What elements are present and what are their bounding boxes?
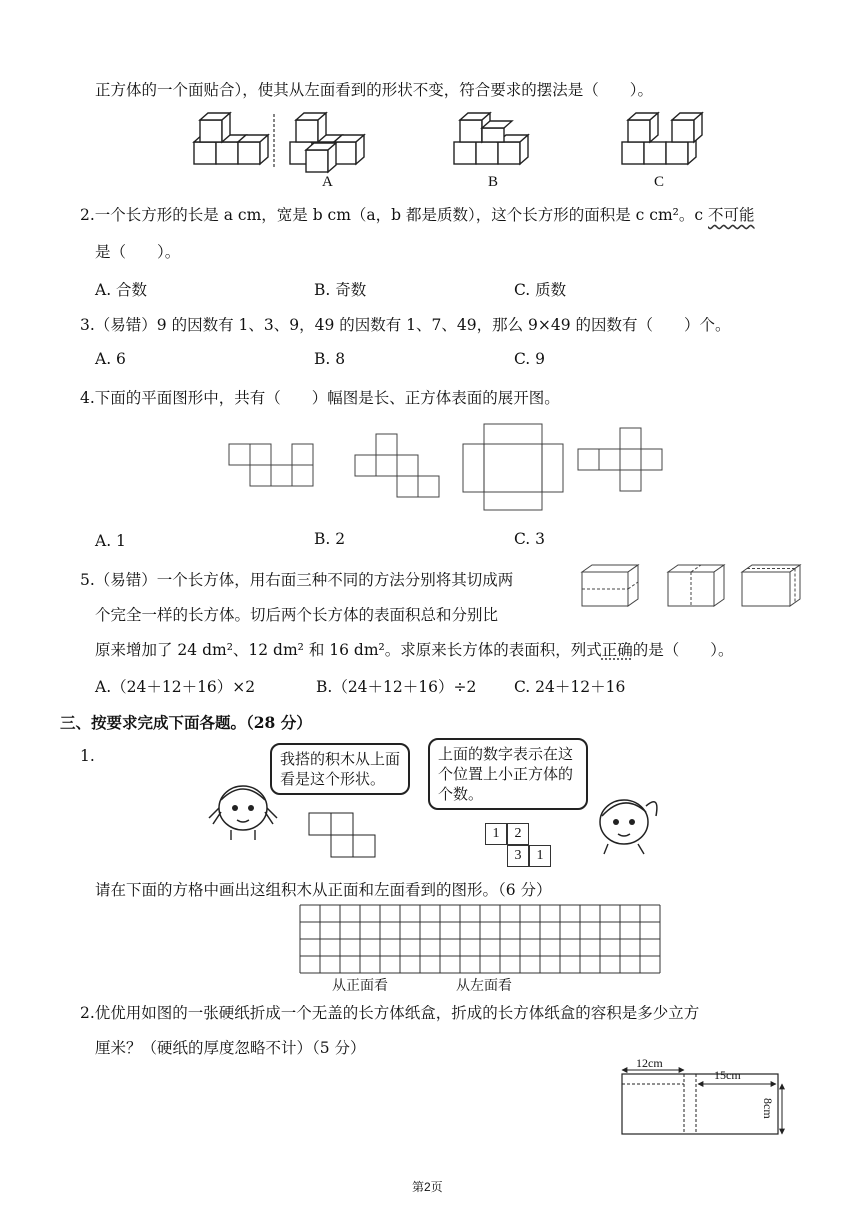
count-cell: 1 [529,845,551,867]
section3-title: 三、按要求完成下面各题。（28 分） [60,713,312,732]
q2-text-main: 2.一个长方形的长是 a cm，宽是 b cm（a，b 都是质数），这个长方形的面积是 c cm²。c [80,206,708,224]
speech-bubble-left: 我搭的积木从上面看是这个形状。 [270,743,410,795]
q3-option-b: B. 8 [314,350,346,368]
drawing-grid[interactable] [300,905,660,979]
q5-line3 [95,640,734,660]
q1-original-figure [194,113,268,164]
q1-label-b: B [488,174,499,190]
q1-cube-figures [0,112,860,192]
q4-net-figures [0,424,860,524]
q5-cuboid-3 [742,565,800,606]
girl-left-illustration [205,778,285,858]
count-cell: 1 [485,823,507,845]
q2-text-line2: 是（ ）。 [95,243,181,261]
q5-line2: 个完全一样的长方体。切后两个长方体的表面积总和分别比 [95,606,499,624]
grid-label-front: 从正面看 [332,978,388,994]
q1-figure-b [454,113,528,164]
section3-p1-number: 1. [80,747,95,765]
q5-option-b: B.（24＋12＋16）÷2 [316,678,477,696]
q4-net-4 [578,428,662,491]
q5-line3-a: 原来增加了 24 dm²、12 dm² 和 16 dm²。求原来长方体的表面积，列式 [95,641,602,659]
page-number: 第2页 [412,1180,443,1194]
grid-label-left: 从左面看 [456,978,512,994]
q1-label-c: C [654,174,665,190]
q4-option-b: B. 2 [314,530,346,548]
q1-text: 正方体的一个面贴合），使其从左面看到的形状不变，符合要求的摆法是（ ）。 [95,81,654,99]
section3-instruction: 请在下面的方格中画出这组积木从正面和左面看到的图形。（6 分） [95,881,552,899]
q2-emphasis: 不可能 [708,206,755,224]
q4-net-3 [463,424,563,510]
dim-15cm: 15cm [714,1068,741,1082]
q1-figure-c [622,113,702,164]
dim-12cm: 12cm [636,1056,663,1070]
q5-cuboids [0,562,860,622]
top-view-shape [308,812,388,872]
q2-text [80,205,755,225]
q2-option-b: B. 奇数 [314,281,367,299]
q5-line3-b: 的是（ ）。 [632,641,734,659]
q3-text: 3.（易错）9 的因数有 1、3、9，49 的因数有 1、7、49，那么 9×49 的因数有（ ）个。 [80,316,731,334]
q4-net-1 [229,444,313,486]
dim-8cm: 8cm [761,1098,775,1119]
q2-option-c: C. 质数 [514,281,567,299]
q4-net-2 [355,434,439,497]
q1-label-a: A [322,174,333,190]
section3-p2-line2: 厘米？（硬纸的厚度忽略不计）（5 分） [95,1039,366,1057]
count-cell: 2 [507,823,529,845]
q5-option-a: A.（24＋12＋16）×2 [95,678,256,696]
count-cell: 3 [507,845,529,867]
q1-figure-a [290,113,364,172]
q5-emphasis: 正确 [601,641,633,659]
q2-option-a: A. 合数 [95,281,148,299]
q5-option-c: C. 24＋12＋16 [514,678,626,696]
section3-p2-line1: 2.优优用如图的一张硬纸折成一个无盖的长方体纸盒，折成的长方体纸盒的容积是多少立方 [80,1004,700,1022]
q5-cuboid-1 [582,565,638,606]
q5-cuboid-2 [668,565,724,606]
q4-text: 4.下面的平面图形中，共有（ ）幅图是长、正方体表面的展开图。 [80,389,560,407]
q4-option-a: A. 1 [95,532,126,550]
q5-line1: 5.（易错）一个长方体，用右面三种不同的方法分别将其切成两 [80,571,514,589]
q3-option-a: A. 6 [95,350,126,368]
speech-bubble-right: 上面的数字表示在这个位置上小正方体的个数。 [428,738,588,810]
q4-option-c: C. 3 [514,530,546,548]
q3-option-c: C. 9 [514,350,546,368]
girl-right-illustration [590,788,670,868]
